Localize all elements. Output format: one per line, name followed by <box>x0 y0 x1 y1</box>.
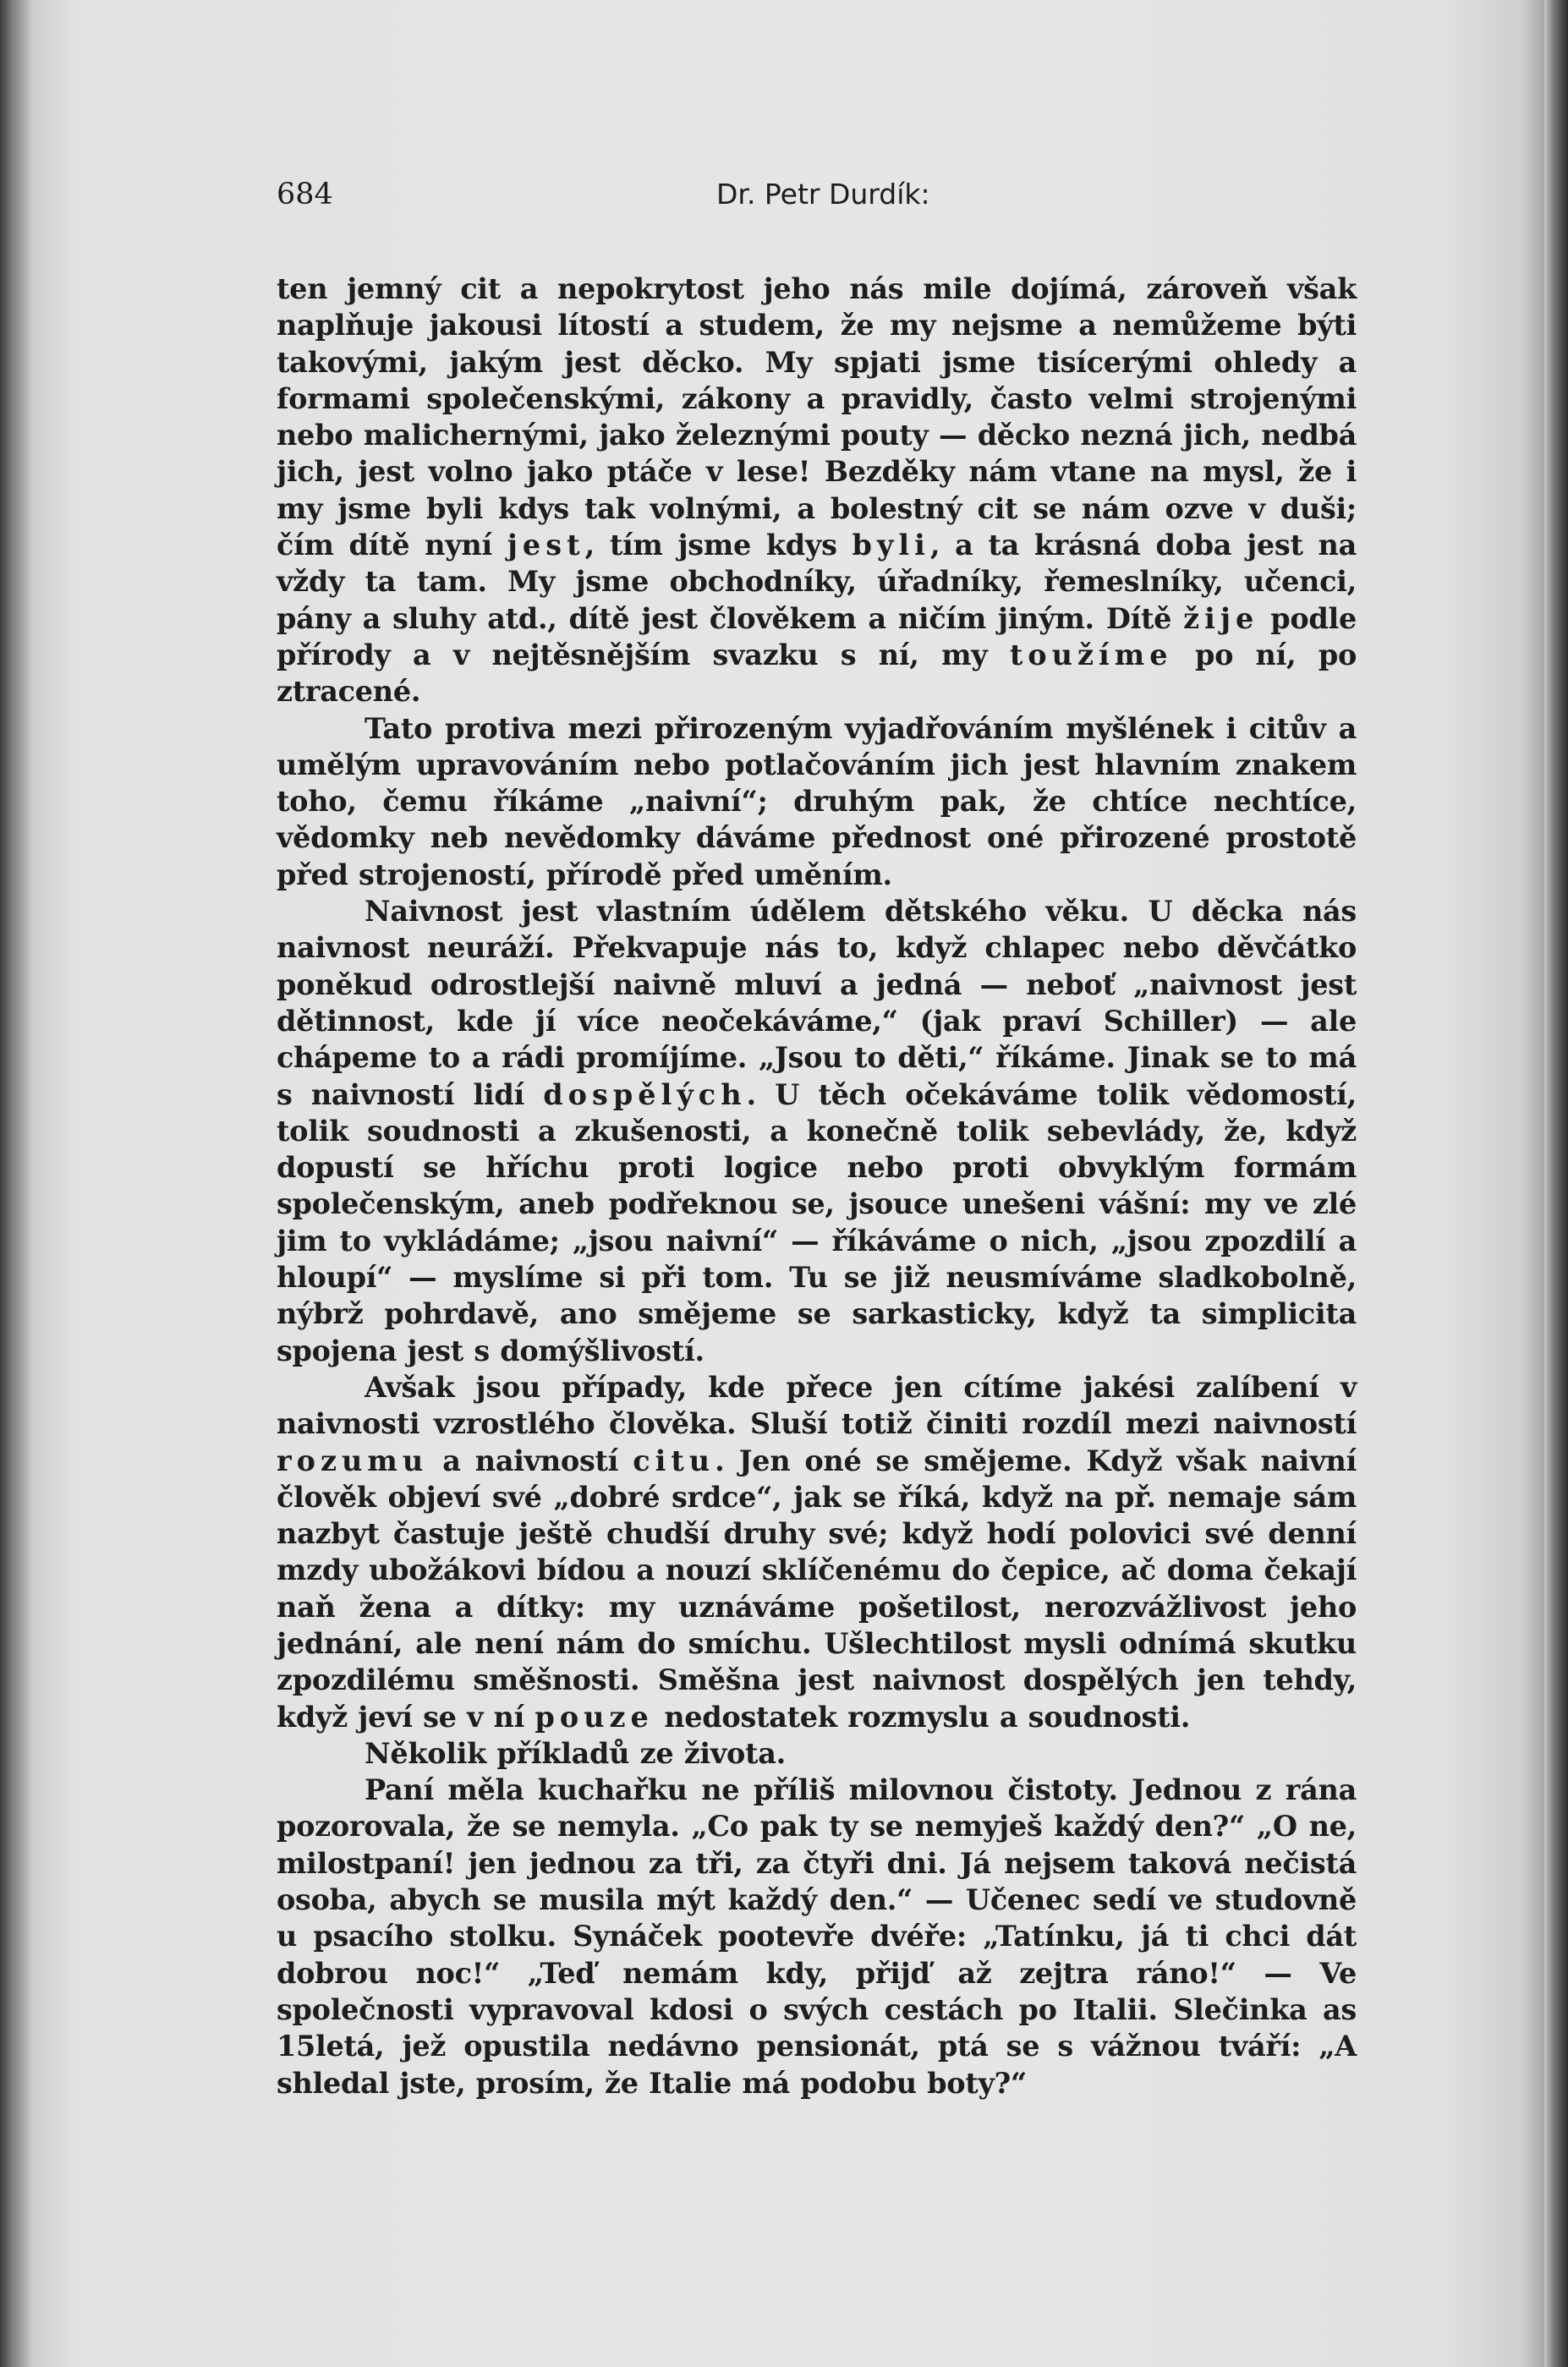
text-run: Naivnost jest vlastním údělem dětského věku. U děcka nás naivnost neuráží. Překvapuje nás to, když chlapec nebo děvčátko poněkud odrostlejší naivně mluví a jedná — neboť „naivnost jest dětinnost, kde jí více neočekáváme,“ (jak praví Schiller) — ale chápeme to a rádi promíjíme. „Jsou to děti,“ říkáme. Jinak se to má s naivností lidí <box>277 895 1357 1111</box>
text-run: Paní měla kuchařku ne příliš milovnou čistoty. Jednou z rána pozorovala, že se nemyla. „Co pak ty se nemyješ každý den?“ „O ne, milostpaní! jen jednou za tři, za čtyři dni. Já nejsem taková nečistá osoba, abych se musila mýt každý den.“ — Učenec sedí ve studovně u psacího stolku. Synáček pootevře dvéře: „Tatínku, já ti chci dát dobrou noc!“ „Teď nemám kdy, přijď až zejtra ráno!“ — Ve společnosti vypravoval kdosi o svých cestách po Italii. Slečinka as 15letá, jež opustila nedávno pensionát, ptá se s vážnou tváří: „A shledal jste, prosím, že Italie má podobu boty?“ <box>277 1773 1357 2100</box>
spaced-emphasis: rozumu <box>277 1444 429 1477</box>
paragraph-3 <box>277 893 1357 1369</box>
text-run: . U těch očekáváme tolik vědomostí, tolik soudnosti a zkušenosti, a konečně tolik sebevlády, že, když dopustí se hříchu proti logice nebo proti obvyklým formám společenským, aneb podřeknou se, jsouce unešeni vášní: my ve zlé jim to vykládáme; „jsou naivní“ — říkáváme o nich, „jsou zpozdilí a hloupí“ — myslíme si při tom. Tu se již neusmíváme sladkobolně, nýbrž pohrdavě, ano smějeme se sarkasticky, když ta simplicita spojena jest s domýšlivostí. <box>277 1077 1357 1367</box>
spaced-emphasis: jest <box>507 529 585 562</box>
text-run: nedostatek rozmyslu a soudnosti. <box>653 1700 1191 1734</box>
running-head: Dr. Petr Durdík: <box>716 178 930 211</box>
text-run: a naivností <box>428 1444 633 1477</box>
text-run: . Jen oné se smějeme. Když však naivní člověk objeví své „dobré srdce“, jak se říká, když na př. nemaje sám nazbyt častuje ještě chudší druhy své; když hodí polovici své denní mzdy ubožákovi bídou a nouzí sklíčenému do čepice, ač doma čekají naň žena a dítky: my uznáváme pošetilost, nerozvážlivost jeho jednání, ale není nám do smíchu. Ušlechtilost mysli odnímá skutku zpozdilému směšnosti. Směšna jest naivnost dospělých jen tehdy, když jeví se v ní <box>277 1444 1357 1734</box>
spaced-emphasis: citu <box>633 1444 715 1477</box>
text-run: Avšak jsou případy, kde přece jen cítíme jakési zalíbení v naivnosti vzrostlého člověka. Sluší totiž činiti rozdíl mezi naivností <box>277 1370 1357 1441</box>
page-left-shadow <box>0 0 29 2367</box>
text-run: po ní, po ztracené. <box>277 638 1357 709</box>
paragraph-1 <box>277 271 1357 710</box>
page-right-shadow <box>1544 0 1568 2367</box>
text-run: ten jemný cit a nepokrytost jeho nás mile dojímá, zároveň však naplňuje jakousi lítostí a studem, že my nejsme a nemůžeme býti takovými, jakým jest děcko. My spjati jsme tisícerými ohledy a formami společenskými, zákony a pravidly, často velmi strojenými nebo malichernými, jako železnými pouty — děcko nezná jich, nedbá jich, jest volno jako ptáče v lese! Bezděky nám vtane na mysl, že i my jsme byli kdys tak volnými, a bolestný cit se nám ozve v duši; čím dítě nyní <box>277 272 1357 562</box>
spaced-emphasis: byli <box>852 529 930 562</box>
page-number: 684 <box>277 178 333 211</box>
spaced-emphasis: toužíme <box>1009 638 1173 671</box>
text-run: , tím jsme kdys <box>584 529 853 562</box>
body-text <box>277 271 1357 2101</box>
text-block <box>277 178 1357 2101</box>
paragraph-5 <box>277 1735 1357 1772</box>
page-header <box>277 178 1357 228</box>
spaced-emphasis: dospělých <box>543 1077 747 1111</box>
paragraph-2 <box>277 710 1357 893</box>
paragraph-4 <box>277 1369 1357 1735</box>
text-run: podle přírody a v nejtěsnějším svazku s ní, my <box>277 601 1357 671</box>
spaced-emphasis: žije <box>1183 601 1259 635</box>
spaced-emphasis: pouze <box>535 1700 654 1734</box>
text-run: , a ta krásná doba jest na vždy ta tam. My jsme obchodníky, úřadníky, řemeslníky, učenci, pány a sluhy atd., dítě jest člověkem a ničím jiným. Dítě <box>277 529 1357 635</box>
paragraph-6 <box>277 1772 1357 2101</box>
text-run: Tato protiva mezi přirozeným vyjadřováním myšlének i citův a umělým upravováním nebo potlačováním jich jest hlavním znakem toho, čemu říkáme „naivní“; druhým pak, že chtíce nechtíce, vědomky neb nevědomky dáváme přednost oné přirozené prostotě před strojeností, přírodě před uměním. <box>277 711 1357 891</box>
text-run: Několik příkladů ze života. <box>365 1736 787 1770</box>
